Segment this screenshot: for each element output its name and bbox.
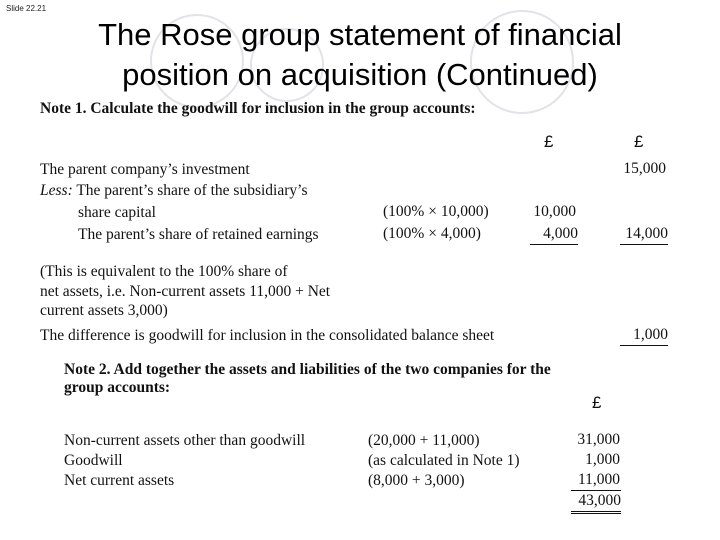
note2-total-value: 43,000 xyxy=(571,490,621,514)
slide-title-line-1: The Rose group statement of financial xyxy=(98,17,622,52)
note2-row-value: 1,000 xyxy=(585,451,620,468)
note1-share-capital-label: share capital xyxy=(78,204,156,221)
note2-row-value: 11,000 xyxy=(577,471,620,488)
note1-retained-label: The parent’s share of retained earnings xyxy=(78,226,319,243)
slide-title-line-2: position on acquisition (Continued) xyxy=(122,57,598,92)
note1-retained-value: 4,000 xyxy=(530,225,578,245)
note1-currency-col1: £ xyxy=(544,132,554,151)
note1-investment-value: 15,000 xyxy=(623,160,666,177)
note1-goodwill-value: 1,000 xyxy=(620,326,668,346)
note2-row-calc: (8,000 + 3,000) xyxy=(368,472,465,489)
note2-currency: £ xyxy=(592,393,602,412)
note1-equivalent-line-1: (This is equivalent to the 100% share of xyxy=(40,263,288,280)
note1-less-label: The parent’s share of the subsidiary’s xyxy=(72,182,308,199)
note2-row-value: 31,000 xyxy=(577,431,620,448)
note1-equivalent-line-2: net assets, i.e. Non-current assets 11,000 + Net xyxy=(40,283,331,300)
note2-row-label: Net current assets xyxy=(64,472,175,489)
note1-share-capital-value: 10,000 xyxy=(533,203,576,220)
note2-row-label: Non-current assets other than goodwill xyxy=(64,432,306,449)
note1-less-prefix: Less: xyxy=(40,182,73,199)
note1-retained-total: 14,000 xyxy=(620,225,668,245)
slide-number: Slide 22.21 xyxy=(6,4,47,13)
note1-currency-col2: £ xyxy=(634,132,644,151)
note1-investment-label: The parent company’s investment xyxy=(40,161,250,178)
note1-share-capital-calc: (100% × 10,000) xyxy=(383,203,489,220)
note1-heading: Note 1. Calculate the goodwill for inclusion in the group accounts: xyxy=(40,100,476,117)
note2-heading-line-1: Note 2. Add together the assets and liabilities of the two companies for the xyxy=(64,361,551,378)
note1-retained-calc: (100% × 4,000) xyxy=(383,225,481,242)
note2-heading-line-2: group accounts: xyxy=(64,379,171,396)
note2-row-calc: (20,000 + 11,000) xyxy=(368,432,480,449)
note1-less-line xyxy=(40,182,307,200)
note2-row-calc: (as calculated in Note 1) xyxy=(368,452,520,469)
note1-equivalent-line-3: current assets 3,000) xyxy=(40,302,168,319)
note1-difference-label: The difference is goodwill for inclusion in the consolidated balance sheet xyxy=(40,327,495,344)
note2-row-label: Goodwill xyxy=(64,452,123,469)
